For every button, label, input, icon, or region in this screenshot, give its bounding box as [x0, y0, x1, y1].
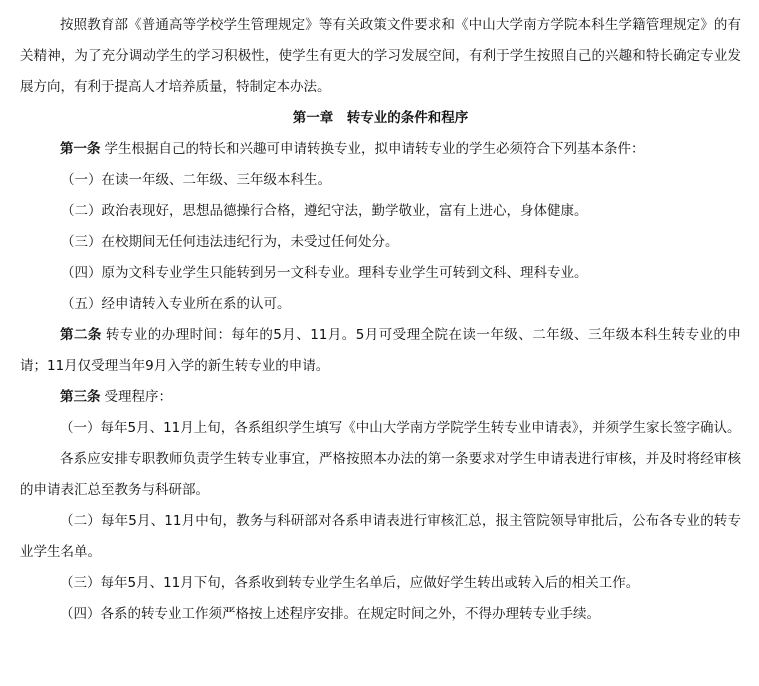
article-3-step-3: （三）每年5月、11月下旬，各系收到转专业学生名单后，应做好学生转出或转入后的相关工作。 — [60, 575, 640, 591]
article-1-item-5: （五）经申请转入专业所在系的认可。 — [61, 296, 291, 312]
article-3-step-1-note: 各系应安排专职教师负责学生转专业事宜，严格按照本办法的第一条要求对学生申请表进行审核，并及时将经审核的申请表汇总至教务与科研部。 — [20, 451, 741, 498]
article-2 — [20, 320, 741, 382]
article-3-label: 第三条 — [60, 389, 101, 405]
article-1-item-2: （二）政治表现好，思想品德操行合格，遵纪守法，勤学敬业，富有上进心，身体健康。 — [61, 203, 588, 219]
article-1 — [20, 134, 741, 165]
article-3-text: 受理程序： — [104, 389, 172, 405]
article-1-text: 学生根据自己的特长和兴趣可申请转换专业，拟申请转专业的学生必须符合下列基本条件： — [104, 141, 645, 157]
article-3-step-4: （四）各系的转专业工作须严格按上述程序安排。在规定时间之外，不得办理转专业手续。 — [60, 606, 600, 622]
article-3-step-1: （一）每年5月、11月上旬，各系组织学生填写《中山大学南方学院学生转专业申请表》，并须学生家长签字确认。 — [60, 420, 741, 436]
article-1-item-4: （四）原为文科专业学生只能转到另一文科专业。理科专业学生可转到文科、理科专业。 — [61, 265, 588, 281]
article-1-item-3: （三）在校期间无任何违法违纪行为，未受过任何处分。 — [61, 234, 399, 250]
chapter-title: 第一章 转专业的条件和程序 — [292, 110, 469, 126]
article-1-label: 第一条 — [60, 141, 101, 157]
intro-paragraph: 按照教育部《普通高等学校学生管理规定》等有关政策文件要求和《中山大学南方学院本科生学籍管理规定》的有关精神，为了充分调动学生的学习积极性，使学生有更大的学习发展空间，有利于学生按照自己的兴趣和特长确定专业发展方向，有利于提高人才培养质量，特制定本办法。 — [20, 17, 741, 95]
article-1-item-1: （一）在读一年级、二年级、三年级本科生。 — [61, 172, 331, 188]
article-2-text: 转专业的办理时间：每年的5月、11月。5月可受理全院在读一年级、二年级、三年级本科生转专业的申请；11月仅受理当年9月入学的新生转专业的申请。 — [20, 327, 742, 374]
article-3-step-2: （二）每年5月、11月中旬，教务与科研部对各系申请表进行审核汇总，报主管院领导审批后，公布各专业的转专业学生名单。 — [20, 513, 741, 560]
article-3 — [20, 382, 741, 413]
article-2-label: 第二条 — [60, 327, 102, 343]
